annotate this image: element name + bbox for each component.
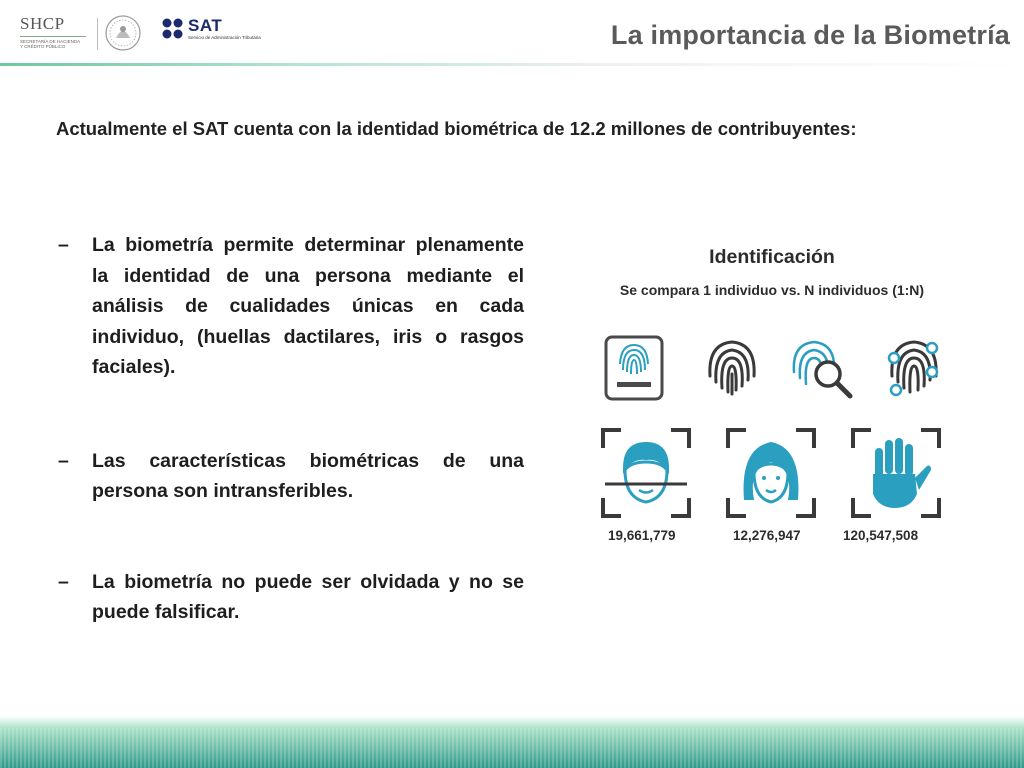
count-label-male-face: 19,661,779 xyxy=(608,528,676,543)
bullet-text: La biometría no puede ser olvidada y no se puede falsificar. xyxy=(92,570,524,623)
bullet-item xyxy=(58,230,524,383)
fingerprint-card-icon xyxy=(603,334,665,402)
bullet-dash: – xyxy=(58,449,69,472)
header-divider xyxy=(97,18,98,50)
fingerprint-icon xyxy=(702,336,762,400)
page-title: La importancia de la Biometría xyxy=(610,20,1010,50)
hand-scan-icon xyxy=(851,428,941,518)
footer-band xyxy=(0,716,1024,768)
identification-subtitle: Se compara 1 individuo vs. N individuos (1:N) xyxy=(619,282,925,298)
face-scan-male-icon xyxy=(601,428,691,518)
header-underline xyxy=(0,62,1024,68)
shcp-title: SHCP xyxy=(20,14,65,33)
count-label-female-face: 12,276,947 xyxy=(733,528,801,543)
bullet-item xyxy=(58,567,524,628)
identification-title: Identificación xyxy=(709,246,835,268)
shcp-subtitle-1: SECRETARÍA DE HACIENDA xyxy=(20,39,81,44)
bullet-item xyxy=(58,446,524,507)
intro-text: Actualmente el SAT cuenta con la identidad biométrica de 12.2 millones de contribuyentes: xyxy=(56,118,857,139)
bullet-dash: – xyxy=(58,570,69,593)
count-label-hand: 120,547,508 xyxy=(843,528,919,543)
fingerprint-network-icon xyxy=(884,336,946,402)
shcp-subtitle-2: Y CRÉDITO PÚBLICO xyxy=(20,44,66,49)
bullet-text: La biometría permite determinar plenamente la identidad de una persona mediante el análisis de cualidades únicas en cada individuo, (huellas dactilares, iris o rasgos faciales). xyxy=(92,234,524,378)
fingerprint-search-icon xyxy=(788,336,856,400)
sat-title: SAT xyxy=(188,16,223,35)
bullet-list xyxy=(58,230,524,628)
face-scan-female-icon xyxy=(726,428,816,518)
bullet-text: Las características biométricas de una persona son intransferibles. xyxy=(92,449,524,502)
sat-logo xyxy=(162,18,282,44)
sat-subtitle: Servicio de Administración Tributaria xyxy=(188,35,261,40)
bullet-dash: – xyxy=(58,234,69,256)
shcp-logo xyxy=(20,14,90,49)
sat-logo-icon xyxy=(162,18,184,40)
header xyxy=(0,0,1024,72)
national-seal-icon xyxy=(104,14,142,52)
